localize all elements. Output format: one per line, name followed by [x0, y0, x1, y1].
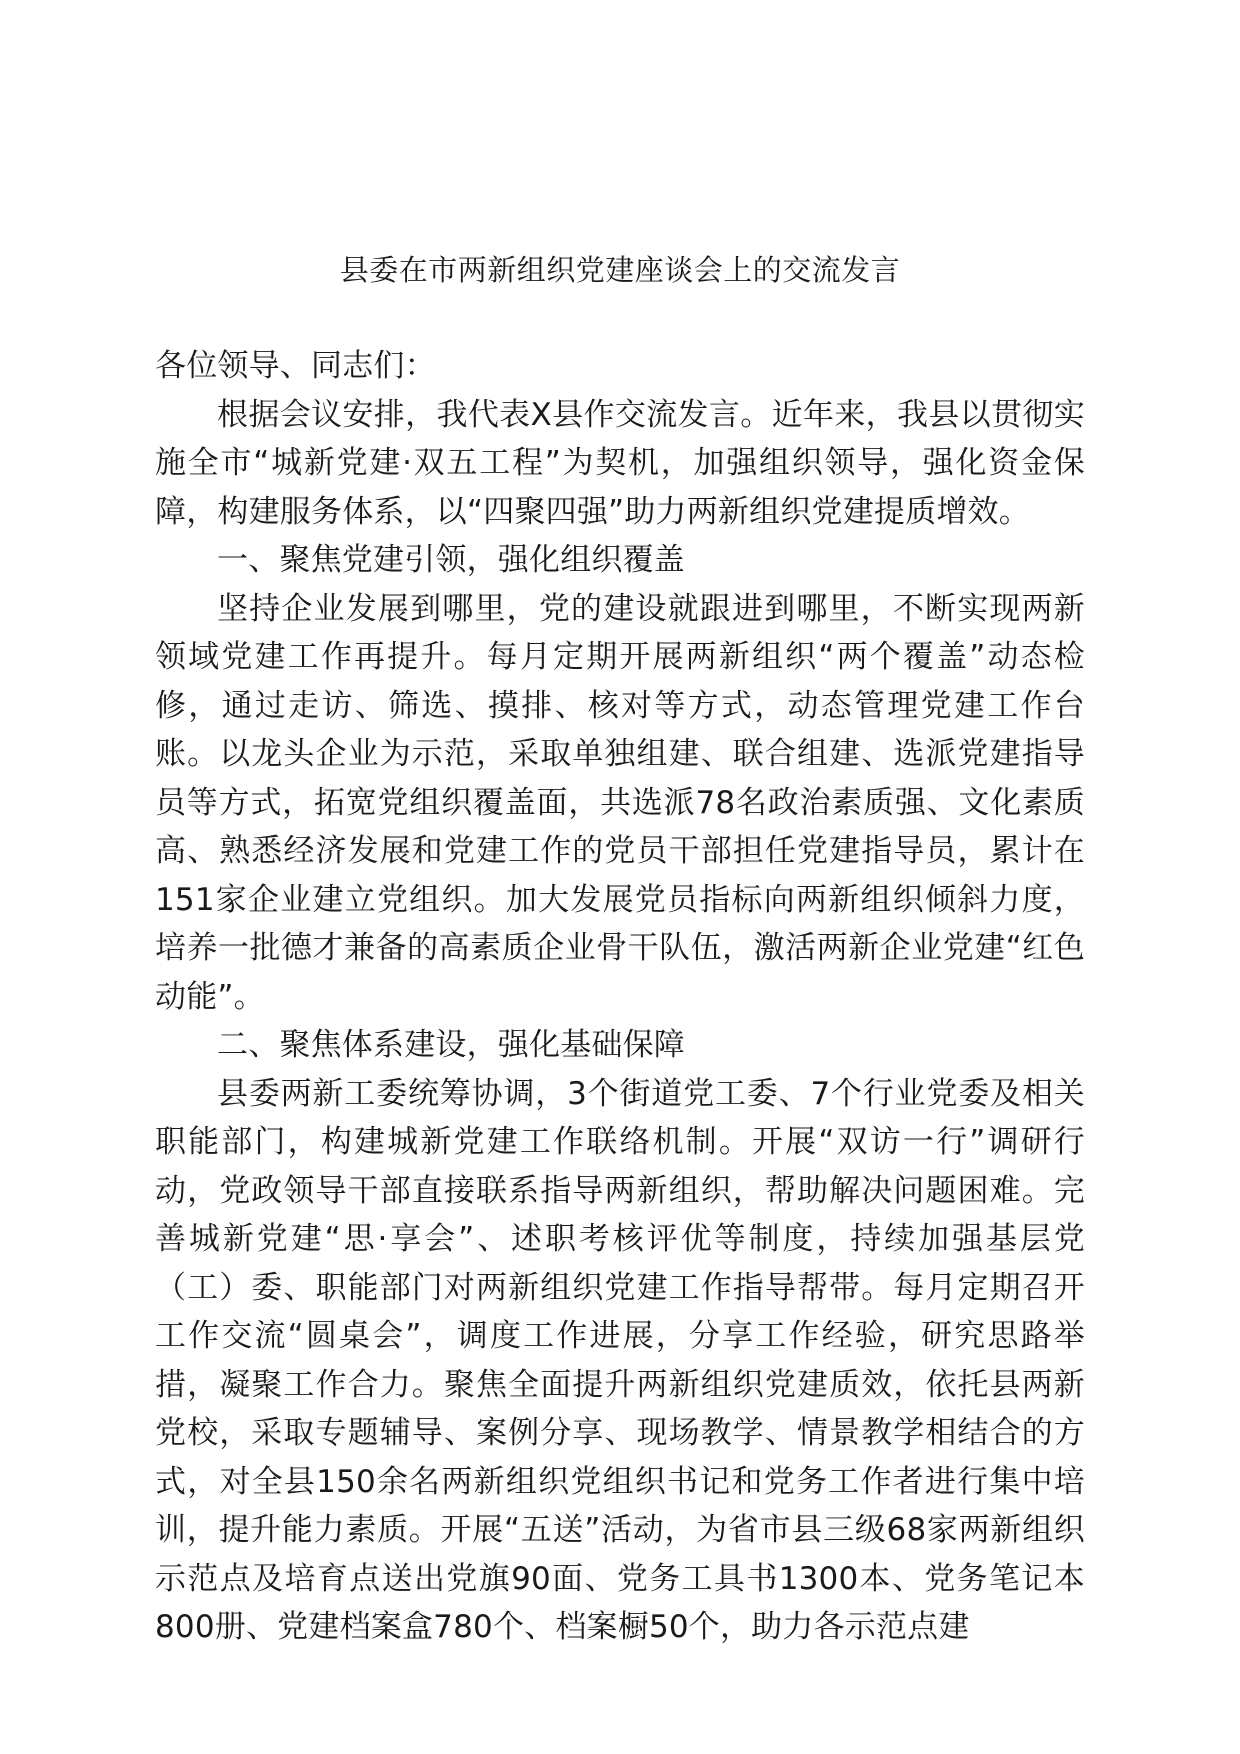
paragraph-section-1: 坚持企业发展到哪里，党的建设就跟进到哪里，不断实现两新领域党建工作再提升。每月定期开展两新组织“两个覆盖”动态检修，通过走访、筛选、摸排、核对等方式，动态管理党建工作台账。以龙头企业为示范，采取单独组建、联合组建、选派党建指导员等方式，拓宽党组织覆盖面，共选派78名政治素质强、文化素质高、熟悉经济发展和党建工作的党员干部担任党建指导员，累计在151家企业建立党组织。加大发展党员指标向两新组织倾斜力度，培养一批德才兼备的高素质企业骨干队伍，激活两新企业党建“红色动能”。 [155, 590, 1085, 1015]
section-heading-1: 一、聚焦党建引领，强化组织覆盖 [217, 542, 685, 578]
paragraph-section-2: 县委两新工委统筹协调，3个街道党工委、7个行业党委及相关职能部门，构建城新党建工作联络机制。开展“双访一行”调研行动，党政领导干部直接联系指导两新组织，帮助解决问题困难。完善城新党建“思·享会”、述职考核评优等制度，持续加强基层党（工）委、职能部门对两新组织党建工作指导帮带。每月定期召开工作交流“圆桌会”，调度工作进展，分享工作经验，研究思路举措，凝聚工作合力。聚焦全面提升两新组织党建质效，依托县两新党校，采取专题辅导、案例分享、现场教学、情景教学相结合的方式，对全县150余名两新组织党组织书记和党务工作者进行集中培训，提升能力素质。开展“五送”活动，为省市县三级68家两新组织示范点及培育点送出党旗90面、党务工具书1300本、党务笔记本800册、党建档案盒780个、档案橱50个，助力各示范点建 [155, 1075, 1085, 1645]
document-title: 县委在市两新组织党建座谈会上的交流发言 [339, 253, 901, 287]
salutation: 各位领导、同志们： [155, 348, 436, 384]
paragraph-intro: 根据会议安排，我代表X县作交流发言。近年来，我县以贯彻实施全市“城新党建·双五工程”为契机，加强组织领导，强化资金保障，构建服务体系，以“四聚四强”助力两新组织党建提质增效。 [155, 396, 1085, 530]
section-heading-2: 二、聚焦体系建设，强化基础保障 [217, 1027, 685, 1063]
document-body [155, 342, 1085, 1652]
